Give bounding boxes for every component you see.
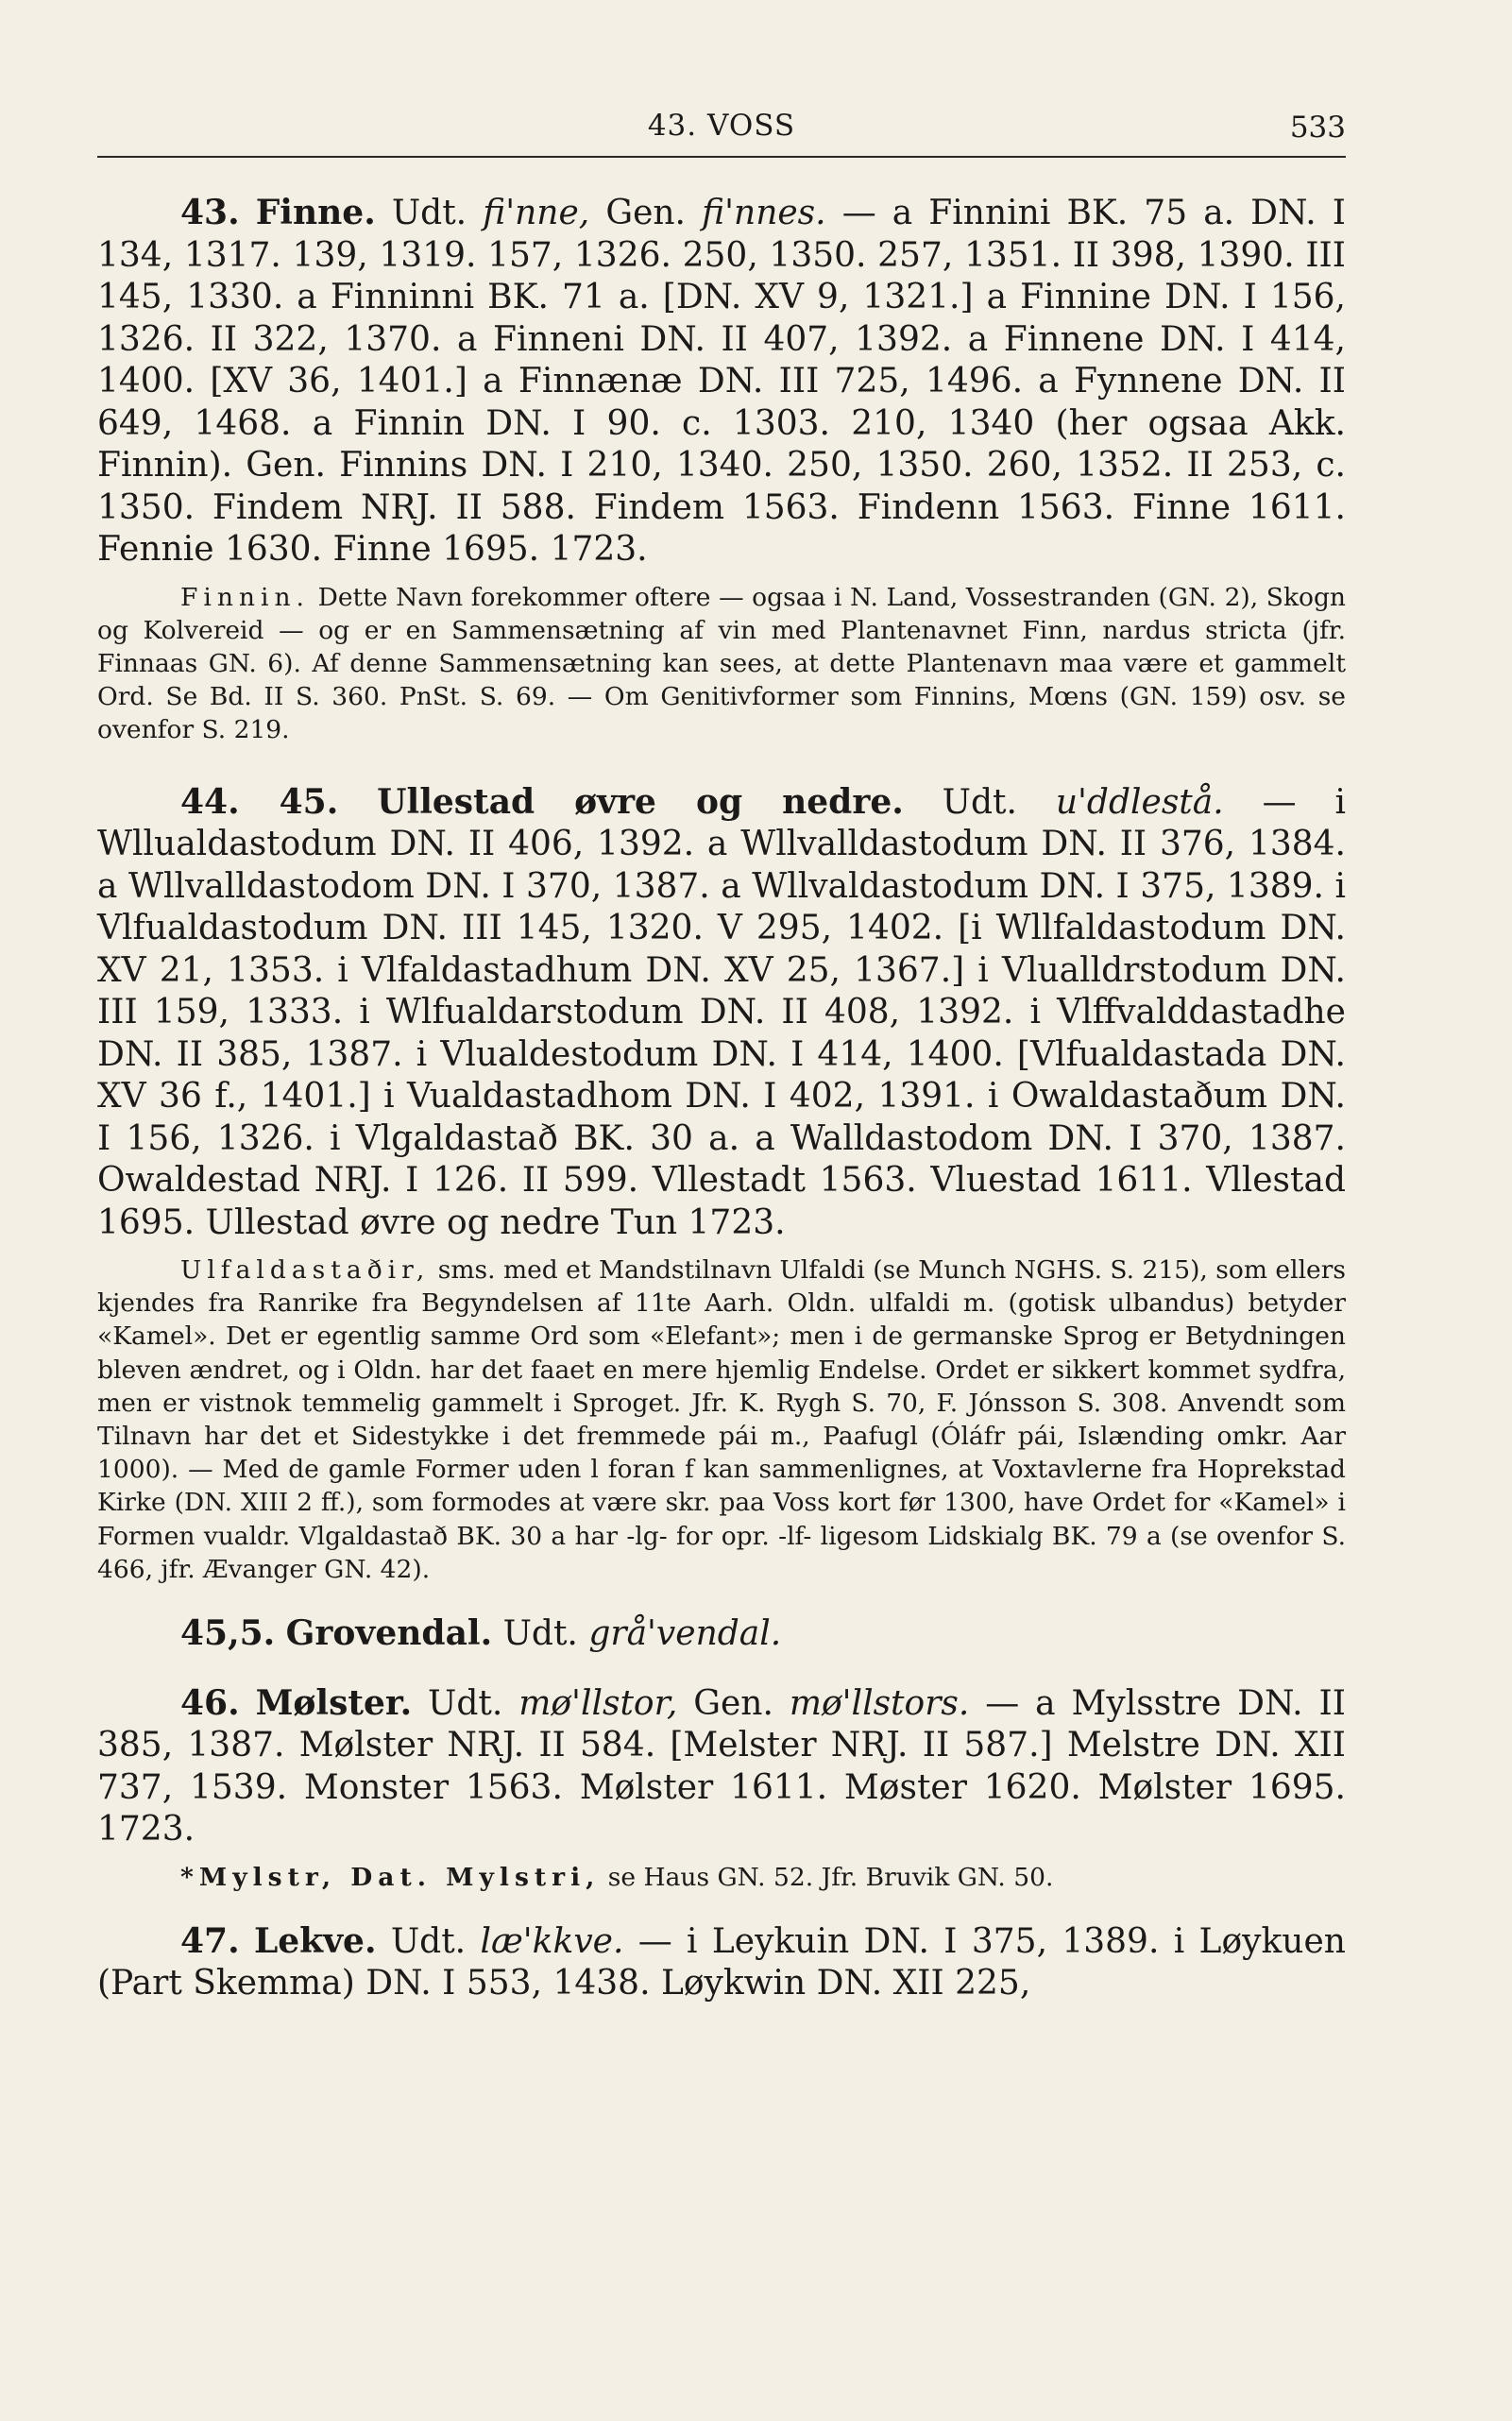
page-number: 533 <box>1289 111 1346 145</box>
note-text: sms. med et Mandstilnavn Ulfaldi (se Munch NGHS. S. 215), som ellers kjendes fra Ranrike fra Begyndelsen af 11te Aarh. Oldn. ulfaldi m. (gotisk ulbandus) betyder «Kamel». Det er egentlig samme Ord som «Elefant»; men i de germanske Sprog er Betydningen bleven ændret, og i Oldn. har det faaet en mere hjemlig Endelse. Ordet er sikkert kommet sydfra, men er vistnok temmelig gammelt i Sproget. Jfr. K. Rygh S. 70, F. Jónsson S. 308. Anvendt som Tilnavn har det et Sidestykke i det fremmede pái m., Paafugl (Óláfr pái, Islænding omkr. Aar 1000). — Med de gamle Former uden l foran f kan sammenlignes, at Voxtavlerne fra Hoprekstad Kirke (DN. XIII 2 ff.), som formodes at være skr. paa Voss kort før 1300, have Ordet for «Kamel» i Formen vualdr. Vlgaldastað BK. 30 a har -lg- for opr. -lf- ligesom Lidskialg BK. 79 a (se ovenfor S. 466, jfr. Ævanger GN. 42). <box>97 1255 1346 1584</box>
entry-text: — i Leykuin DN. I 375, 1389. i Løykuen (Part Skemma) DN. I 553, 1438. Løykwin DN. XII 225, <box>97 1921 1346 2003</box>
note-key: Ulfaldastaðir, <box>180 1255 431 1286</box>
note-molster <box>97 1861 1346 1894</box>
entry-grovendal: 45,5. Grovendal. Udt. grå'vendal. <box>180 1613 782 1654</box>
note-text: se Haus GN. 52. Jfr. Bruvik GN. 50. <box>607 1862 1054 1892</box>
running-title: 43. VOSS <box>647 109 796 143</box>
entry-name: Grovendal. <box>285 1613 493 1654</box>
entry-number: 46. <box>180 1682 240 1723</box>
page <box>97 99 1346 2005</box>
pronunciation: u'ddlestå. <box>1055 782 1224 822</box>
entry-lekve: 47. Lekve. Udt. læ'kkve. — i Leykuin DN. I 375, 1389. i Løykuen (Part Skemma) DN. I 553, 1438. Løykwin DN. XII 225, <box>97 1920 1346 2003</box>
entry-molster: 46. Mølster. Udt. mø'llstor, Gen. mø'llstors. — a Mylsstre DN. II 385, 1387. Mølster NRJ. II 584. [Melster NRJ. II 587.] Melstre DN. XII 737, 1539. Monster 1563. Mølster 1611. Møster 1620. Mølster 1695. 1723. <box>97 1682 1346 1850</box>
entry-number: 45,5. <box>180 1613 276 1654</box>
genitive-pronunciation: mø'llstors. <box>789 1683 970 1723</box>
entry-name: Finne. <box>255 193 376 232</box>
entry-name: Lekve. <box>253 1920 377 1961</box>
entry-finne: 43. Finne. Udt. fi'nne, Gen. fi'nnes. — a Finnini BK. 75 a. DN. I 134, 1317. 139, 1319. 157, 1326. 250, 1350. 257, 1351. II 398, 1390. III 145, 1330. a Finninni BK. 71 a. [DN. XV 9, 1321.] a Finnine DN. I 156, 1326. II 322, 1370. a Finneni DN. II 407, 1392. a Finnene DN. I 414, 1400. [XV 36, 1401.] a Finnænæ DN. III 725, 1496. a Fynnene DN. II 649, 1468. a Finnin DN. I 90. c. 1303. 210, 1340 (her ogsaa Akk. Finnin). Gen. Finnins DN. I 210, 1340. 250, 1350. 260, 1352. II 253, c. 1350. Findem NRJ. II 588. Findem 1563. Findenn 1563. Finne 1611. Fennie 1630. Finne 1695. 1723. <box>97 193 1346 569</box>
note-text: Dette Navn forekommer oftere — ogsaa i N. Land, Vossestranden (GN. 2), Skogn og Kolvereid — og er en Sammensætning af vin med Plantenavnet Finn, nardus stricta (jfr. Finnaas GN. 6). Af denne Sammensætning kan sees, at dette Plantenavn maa være et gammelt Ord. Se Bd. II S. 360. PnSt. S. 69. — Om Genitivformer som Finnins, Mœns (GN. 159) osv. se ovenfor S. 219. <box>97 582 1346 745</box>
running-head <box>97 99 1346 158</box>
note-finne <box>97 581 1346 747</box>
entry-number: 44. 45. <box>180 781 339 822</box>
entry-number: 47. <box>180 1920 240 1961</box>
entry-text: — i Wllualdastodum DN. II 406, 1392. a Wllvalldastodum DN. II 376, 1384. a Wllvalldastodom DN. I 370, 1387. a Wllvaldastodum DN. I 375, 1389. i Vlfualdastodum DN. III 145, 1320. V 295, 1402. [i Wllfaldastodum DN. XV 21, 1353. i Vlfaldastadhum DN. XV 25, 1367.] i Vlualldrstodum DN. III 159, 1333. i Wlfualdarstodum DN. II 408, 1392. i Vlffvalddastadhe DN. II 385, 1387. i Vlualdestodum DN. I 414, 1400. [Vlfualdastada DN. XV 36 f., 1401.] i Vualdastadhom DN. I 402, 1391. i Owaldastaðum DN. I 156, 1326. i Vlgaldastað BK. 30 a. a Walldastodom DN. I 370, 1387. Owaldestad NRJ. I 126. II 599. Vllestadt 1563. Vluestad 1611. Vllestad 1695. Ullestad øvre og nedre Tun 1723. <box>97 782 1346 1242</box>
entry-name: Mølster. <box>255 1682 413 1723</box>
entry-text: — a Mylsstre DN. II 385, 1387. Mølster NRJ. II 584. [Melster NRJ. II 587.] Melstre DN. XII 737, 1539. Monster 1563. Mølster 1611. Møster 1620. Mølster 1695. 1723. <box>97 1683 1346 1850</box>
entry-ullestad: 44. 45. Ullestad øvre og nedre. Udt. u'ddlestå. — i Wllualdastodum DN. II 406, 1392. a Wllvalldastodum DN. II 376, 1384. a Wllvalldastodom DN. I 370, 1387. a Wllvaldastodum DN. I 375, 1389. i Vlfualdastodum DN. III 145, 1320. V 295, 1402. [i Wllfaldastodum DN. XV 21, 1353. i Vlfaldastadhum DN. XV 25, 1367.] i Vlualldrstodum DN. III 159, 1333. i Wlfualdarstodum DN. II 408, 1392. i Vlffvalddastadhe DN. II 385, 1387. i Vlualdestodum DN. I 414, 1400. [Vlfualdastada DN. XV 36 f., 1401.] i Vualdastadhom DN. I 402, 1391. i Owaldastaðum DN. I 156, 1326. i Vlgaldastað BK. 30 a. a Walldastodom DN. I 370, 1387. Owaldestad NRJ. I 126. II 599. Vllestadt 1563. Vluestad 1611. Vllestad 1695. Ullestad øvre og nedre Tun 1723. <box>97 781 1346 1242</box>
pronunciation: grå'vendal. <box>588 1614 782 1654</box>
note-key: *Mylstr, Dat. Mylstri, <box>180 1862 601 1892</box>
pronunciation: læ'kkve. <box>480 1921 624 1961</box>
genitive-pronunciation: fi'nnes. <box>702 194 826 232</box>
pronunciation: mø'llstor, <box>518 1683 678 1723</box>
entry-number: 43. <box>180 193 240 232</box>
note-key: Finnin. <box>180 582 310 612</box>
pronunciation: fi'nne, <box>483 194 590 232</box>
entry-name: Ullestad øvre og nedre. <box>377 781 904 822</box>
note-ullestad <box>97 1253 1346 1586</box>
entry-text: — a Finnini BK. 75 a. DN. I 134, 1317. 139, 1319. 157, 1326. 250, 1350. 257, 1351. II 398, 1390. III 145, 1330. a Finninni BK. 71 a. [DN. XV 9, 1321.] a Finnine DN. I 156, 1326. II 322, 1370. a Finneni DN. II 407, 1392. a Finnene DN. I 414, 1400. [XV 36, 1401.] a Finnænæ DN. III 725, 1496. a Fynnene DN. II 649, 1468. a Finnin DN. I 90. c. 1303. 210, 1340 (her ogsaa Akk. Finnin). Gen. Finnins DN. I 210, 1340. 250, 1350. 260, 1352. II 253, c. 1350. Findem NRJ. II 588. Findem 1563. Findenn 1563. Finne 1611. Fennie 1630. Finne 1695. 1723. <box>97 194 1346 569</box>
